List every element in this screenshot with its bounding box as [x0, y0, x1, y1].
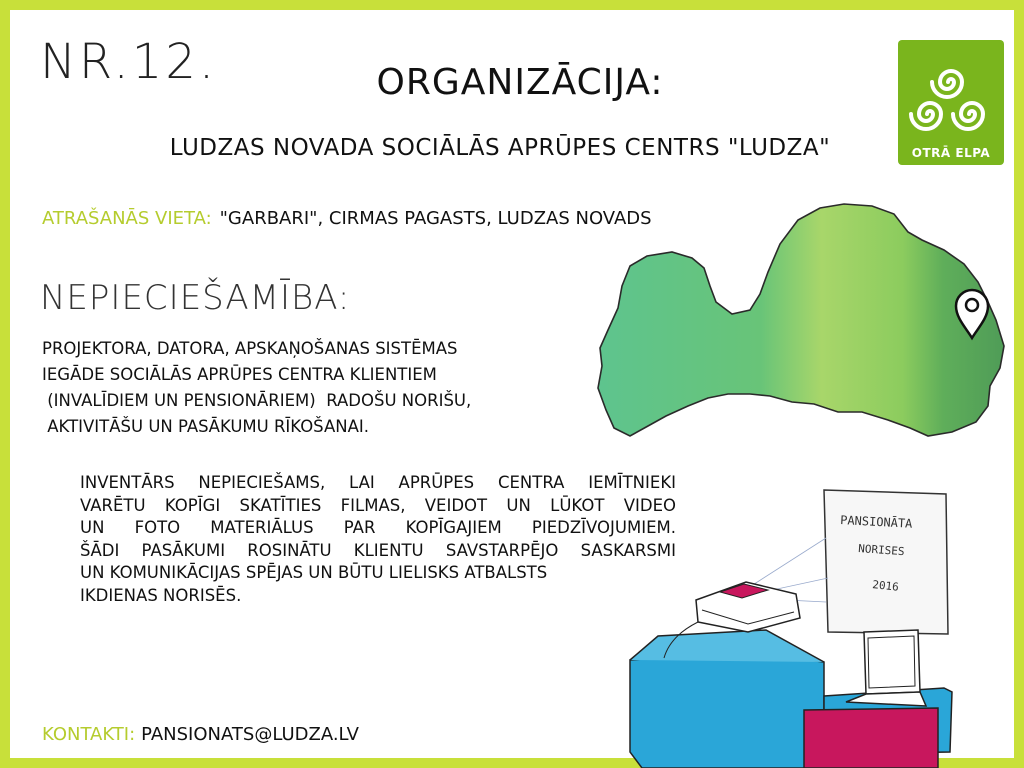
screen-text-line: PANSIONĀTA — [839, 513, 913, 531]
location-label: ATRAŠANĀS VIETA: — [42, 208, 212, 229]
description-line: UN KOMUNIKĀCIJAS SPĒJAS UN BŪTU LIELISKS ATBALSTS — [80, 563, 548, 582]
contacts-label: KONTAKTI: — [42, 724, 136, 745]
triple-spiral-icon — [898, 40, 1004, 140]
blue-box — [630, 652, 824, 768]
slide-number: NR.12. — [40, 34, 218, 90]
projector-illustration — [628, 482, 968, 768]
need-text — [42, 336, 562, 440]
need-line: AKTIVITĀŠU UN PASĀKUMU RĪKOŠANAI. — [42, 417, 369, 436]
latvia-map — [592, 198, 1022, 444]
page-title: ORGANIZĀCIJA: — [376, 62, 664, 103]
magenta-box — [804, 708, 938, 768]
description-line: UN FOTO MATERIĀLUS PAR KOPĪGAJIEM PIEDZĪVOJUMIEM. — [80, 518, 676, 537]
description-line: ŠĀDI PASĀKUMI ROSINĀTU KLIENTU SAVSTARPĒJO SASKARSMI — [80, 540, 676, 560]
need-line: PROJEKTORA, DATORA, APSKAŅOŠANAS SISTĒMAS — [42, 339, 458, 358]
description-line: IKDIENAS NORISĒS. — [80, 585, 242, 605]
organization-name: LUDZAS NOVADA SOCIĀLĀS APRŪPES CENTRS "LUDZA" — [169, 135, 831, 161]
description-line: VARĒTU KOPĪGI SKATĪTIES FILMAS, VEIDOT UN LŪKOT VIDEO — [80, 495, 676, 515]
logo-text: OTRĀ ELPA — [911, 146, 991, 160]
latvia-map-shape — [598, 204, 1004, 436]
need-line: (INVALĪDIEM UN PENSIONĀRIEM) RADOŠU NORIŠU, — [42, 391, 472, 410]
screen-text-line: 2016 — [871, 578, 900, 594]
contacts-email[interactable]: PANSIONATS@LUDZA.LV — [141, 724, 359, 745]
description-line: INVENTĀRS NEPIECIEŠAMS, LAI APRŪPES CENTRA IEMĪTNIEKI — [80, 473, 676, 492]
location — [42, 208, 652, 229]
location-value: "GARBARI", CIRMAS PAGASTS, LUDZAS NOVADS — [219, 208, 652, 229]
description-text — [80, 472, 676, 607]
projection-screen — [824, 490, 948, 634]
need-heading: NEPIECIEŠAMĪBA: — [40, 278, 351, 318]
need-line: IEGĀDE SOCIĀLĀS APRŪPES CENTRA KLIENTIEM — [42, 365, 437, 384]
otra-elpa-logo — [898, 40, 1004, 165]
contacts — [42, 724, 359, 745]
screen-text-line: NORISES — [857, 542, 905, 559]
